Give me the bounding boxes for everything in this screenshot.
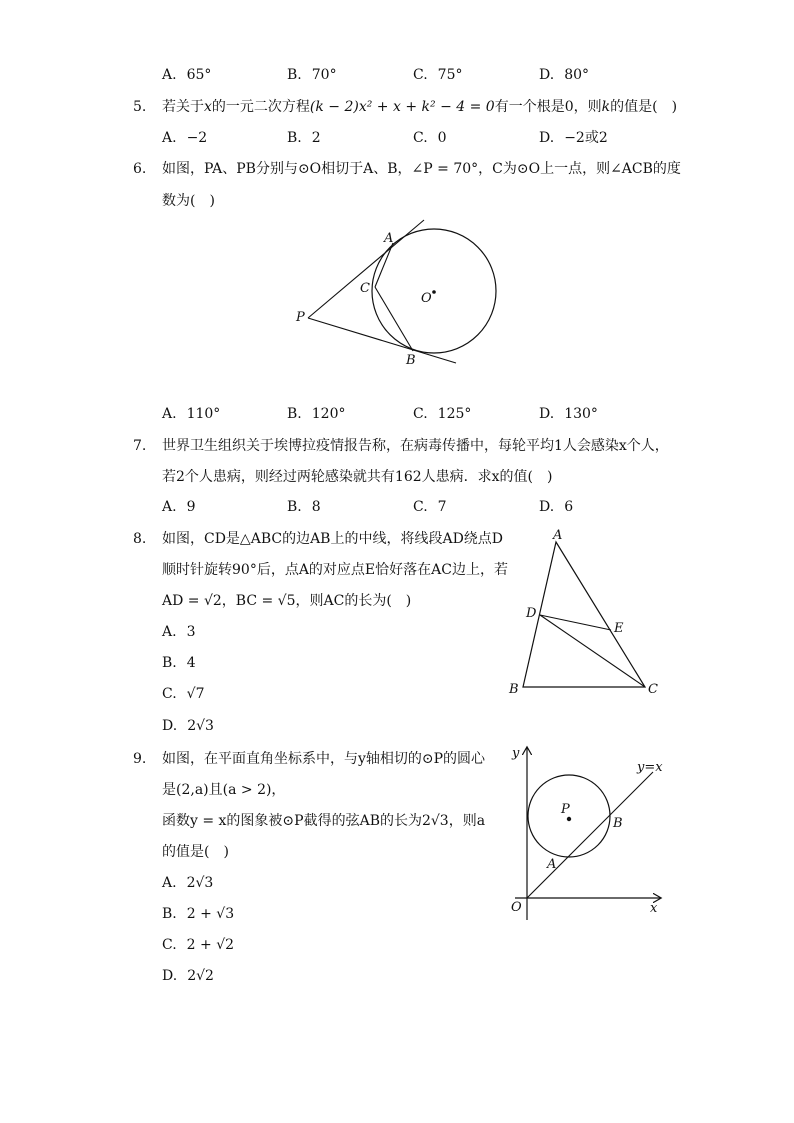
q6-label-o: O <box>421 291 432 306</box>
q6-stem-line-1: 如图，PA、PB分别与⊙O相切于A、B，∠P = 70°，C为⊙O上一点，则∠ACB的度 <box>162 161 681 177</box>
q6-options <box>162 404 682 424</box>
q9-figure <box>505 740 670 925</box>
q9-stem-line-3: 函数y = x的图象被⊙P截得的弦AB的长为2√3，则a <box>162 813 486 829</box>
q8-stem-line-3: AD = √2，BC = √5，则AC的长为( ) <box>162 593 412 609</box>
q7-stem-line-1: 世界卫生组织关于埃博拉疫情报告称，在病毒传播中，每轮平均1人会感染x个人， <box>162 438 669 454</box>
q6-option-a[interactable]: A. 110° <box>162 406 221 422</box>
q9-option-b[interactable]: B. 2 + √3 <box>162 906 235 922</box>
q9-label-y: y <box>512 746 520 761</box>
q9-label-p: P <box>561 802 570 817</box>
q9-label-b: B <box>613 816 623 831</box>
q4-options <box>162 65 682 85</box>
q9-label-o: O <box>511 900 522 915</box>
q9-option-c[interactable]: C. 2 + √2 <box>162 937 235 953</box>
q9-stem-line-2: 是(2,a)且(a > 2)， <box>162 782 286 798</box>
q6-label-p: P <box>296 310 305 325</box>
q8-label-b: B <box>509 682 519 697</box>
q5-option-a[interactable]: A. −2 <box>162 130 208 146</box>
q6-stem-line-2: 数为( ) <box>162 193 215 209</box>
q8-label-d: D <box>526 606 537 621</box>
q6-figure <box>290 215 510 370</box>
q6-option-b[interactable]: B. 120° <box>287 406 346 422</box>
q8-option-b[interactable]: B. 4 <box>162 655 196 671</box>
q6-center-dot <box>432 290 436 294</box>
q9-option-d[interactable]: D. 2√2 <box>162 968 214 984</box>
q7-number: 7. <box>133 438 147 454</box>
q6-option-c[interactable]: C. 125° <box>413 406 472 422</box>
q7-option-a[interactable]: A. 9 <box>162 499 196 515</box>
q6-label-c: C <box>360 281 370 296</box>
q7-options <box>162 497 682 517</box>
q7-option-d[interactable]: D. 6 <box>539 499 574 515</box>
q5-option-b[interactable]: B. 2 <box>287 130 321 146</box>
q5-number: 5. <box>133 99 147 115</box>
q7-option-c[interactable]: C. 7 <box>413 499 447 515</box>
q9-stem-line-4: 的值是( ) <box>162 844 229 860</box>
q5-option-c[interactable]: C. 0 <box>413 130 447 146</box>
q4-option-b[interactable]: B. 70° <box>287 67 337 83</box>
q9-label-a: A <box>547 857 557 872</box>
q8-option-c[interactable]: C. √7 <box>162 686 205 702</box>
q7-stem-line-2: 若2个人患病，则经过两轮感染就共有162人患病．求x的值( ) <box>162 469 553 485</box>
q9-label-x: x <box>650 901 658 916</box>
q8-figure <box>505 526 675 701</box>
q6-number: 6. <box>133 161 147 177</box>
q8-stem-line-1: 如图，CD是△ABC的边AB上的中线，将线段AD绕点D <box>162 531 504 547</box>
q5-stem: 若关于x的一元二次方程(k − 2)x² + x + k² − 4 = 0有一个根是0，则k的值是( ) <box>162 99 678 115</box>
q8-label-a: A <box>553 528 563 543</box>
q8-option-a[interactable]: A. 3 <box>162 624 196 640</box>
q9-stem-line-1: 如图，在平面直角坐标系中，与y轴相切的⊙P的圆心 <box>162 751 486 767</box>
q6-option-d[interactable]: D. 130° <box>539 406 598 422</box>
q9-center-dot <box>567 817 571 821</box>
q5-option-d[interactable]: D. −2或2 <box>539 130 608 146</box>
q4-option-c[interactable]: C. 75° <box>413 67 463 83</box>
q4-option-d[interactable]: D. 80° <box>539 67 590 83</box>
q8-label-e: E <box>614 621 624 636</box>
q9-label-line: y=x <box>637 760 663 775</box>
q8-label-c: C <box>648 682 658 697</box>
q6-tangent-pa <box>308 220 424 318</box>
q6-label-a: A <box>384 231 394 246</box>
q5-options <box>162 128 682 148</box>
q7-option-b[interactable]: B. 8 <box>287 499 321 515</box>
q6-label-b: B <box>406 353 416 368</box>
q9-line-y-equals-x <box>527 772 653 898</box>
q9-option-a[interactable]: A. 2√3 <box>162 875 214 891</box>
q8-option-d[interactable]: D. 2√3 <box>162 718 214 734</box>
q8-number: 8. <box>133 531 147 547</box>
q8-stem-line-2: 顺时针旋转90°后，点A的对应点E恰好落在AC边上，若 <box>162 562 508 578</box>
q8-triangle-abc <box>523 542 645 687</box>
q4-option-a[interactable]: A. 65° <box>162 67 212 83</box>
q9-number: 9. <box>133 751 147 767</box>
q6-chord-cb <box>375 287 413 351</box>
